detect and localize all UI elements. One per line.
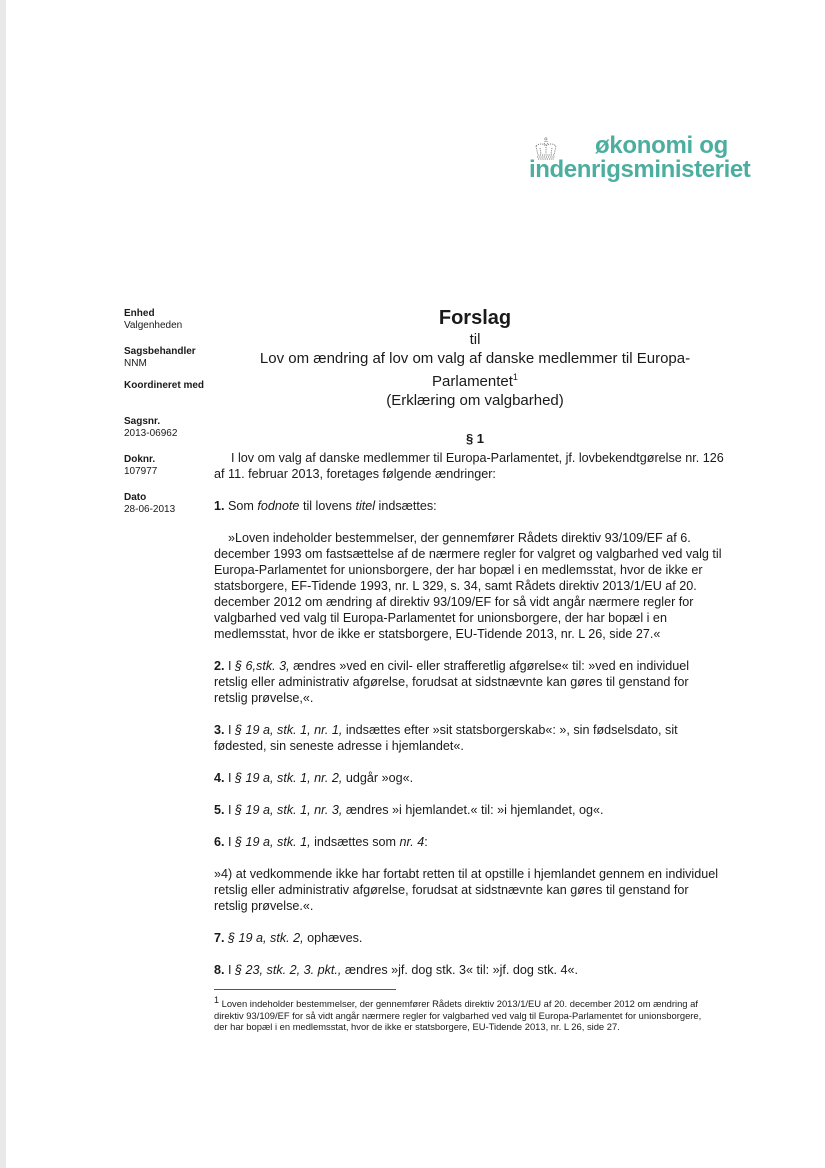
dato-label: Dato xyxy=(124,492,147,503)
amendment-ref: § 19 a, stk. 1, xyxy=(235,835,311,849)
logo-text-line1: økonomi og xyxy=(595,132,728,159)
sagsnr-label: Sagsnr. xyxy=(124,416,161,427)
amendment-text: Som xyxy=(224,499,258,513)
amendment-text: I xyxy=(224,835,236,849)
footnote-text: Loven indeholder bestemmelser, der gennemfører Rådets direktiv 2013/1/EU af 20. december 2012 om ændring af direktiv 93/109/EF for så vidt angår nærmere regler for valgbarhed ved valg til Europa-Parlamentet for unionsborgere, der har bopæl i en medlemsstat, hvor de ikke er statsborgere, EU-Tidende 2013, nr. L 26, side 27. xyxy=(214,998,702,1033)
amendment-8 xyxy=(214,962,724,978)
amendment-number: 8. xyxy=(214,963,225,977)
amendment-number: 6. xyxy=(214,835,225,849)
amendment-text: udgår »og«. xyxy=(342,771,414,785)
amendment-text: ændres »jf. dog stk. 3« til: »jf. dog stk. 4«. xyxy=(341,963,579,977)
amendment-text: I xyxy=(224,771,236,785)
doknr-value: 107977 xyxy=(124,466,158,477)
footnote-divider xyxy=(214,989,396,990)
enhed-value: Valgenheden xyxy=(124,320,183,331)
sagsbehandler-label: Sagsbehandler xyxy=(124,346,196,357)
amendment-3 xyxy=(214,722,724,754)
document-heading xyxy=(230,305,720,446)
paragraph-heading: § 1 xyxy=(465,431,485,446)
amendment-2 xyxy=(214,658,724,706)
amendment-ref: fodnote xyxy=(257,499,300,513)
amendment-7 xyxy=(214,930,724,946)
quote-nr-4: »4) at vedkommende ikke har fortabt retten til at opstille i hjemlandet gennem en individuel retslig eller administrativ afgørelse, forudsat at sidstnævnte kan gøres til genstand for retslig prøvelse.«. xyxy=(214,867,719,913)
footnote xyxy=(214,995,714,1033)
amendment-ref: § 19 a, stk. 1, nr. 1, xyxy=(235,723,343,737)
amendment-ref: titel xyxy=(355,499,376,513)
amendment-ref: § 6,stk. 3, xyxy=(235,659,290,673)
amendment-number: 5. xyxy=(214,803,225,817)
amendment-text: I xyxy=(224,963,236,977)
law-subtitle: (Erklæring om valgbarhed) xyxy=(386,392,564,409)
amendment-ref: § 19 a, stk. 1, nr. 2, xyxy=(235,771,343,785)
amendment-ref: § 19 a, stk. 1, nr. 3, xyxy=(235,803,343,817)
sagsnr-value: 2013-06962 xyxy=(124,428,178,439)
sagsbehandler-value: NNM xyxy=(124,358,147,369)
amendment-text: indsættes: xyxy=(375,499,437,513)
document-title: Forslag xyxy=(438,307,512,329)
amendment-text: : xyxy=(424,835,428,849)
amendment-text: I xyxy=(224,659,236,673)
amendment-number: 4. xyxy=(214,771,225,785)
law-title-line2 xyxy=(230,368,720,391)
amendment-number: 3. xyxy=(214,723,225,737)
footnote-mark: 1 xyxy=(214,995,220,1005)
koordineret-label: Koordineret med xyxy=(124,380,205,391)
title-til: til xyxy=(469,331,481,348)
law-title-line1: Lov om ændring af lov om valg af danske medlemmer til Europa- xyxy=(259,350,691,367)
law-title-line2-text: Parlamentet xyxy=(432,373,513,390)
enhed-label: Enhed xyxy=(124,308,155,319)
amendment-ref: § 23, stk. 2, 3. pkt., xyxy=(235,963,342,977)
logo-text-line2: indenrigsministeriet xyxy=(529,156,751,183)
intro-paragraph: I lov om valg af danske medlemmer til Europa-Parlamentet, jf. lovbekendtgørelse nr. 126 af 11. februar 2013, foretages følgende ændringer: xyxy=(214,451,724,481)
amendment-number: 7. xyxy=(214,931,225,945)
quote-footnote-text: »Loven indeholder bestemmelser, der gennemfører Rådets direktiv 93/109/EF af 6. december 1993 om fastsættelse af de nærmere regler for valgret og valgbarhed ved valg til Europa-Parlamentet for unionsborgere, der har bopæl i en medlemsstat, hvor de ikke er statsborgere, EF-Tidende 1993, nr. L 329, s. 34, samt Rådets direktiv 2013/1/EU af 20. december 2012 om ændring af direktiv 93/109/EF for så vidt angår nærmere regler for valgbarhed ved valg til Europa-Parlamentet for unionsborgere, der har bopæl i en medlemsstat, hvor de ikke er statsborgere, EU-Tidende 2013, nr. L 26, side 27.« xyxy=(214,531,722,641)
doknr-label: Doknr. xyxy=(124,454,156,465)
amendment-ref: nr. 4 xyxy=(399,835,425,849)
amendment-4 xyxy=(214,770,724,786)
document-body xyxy=(214,450,724,994)
amendment-1 xyxy=(214,498,724,514)
amendment-text: ændres »i hjemlandet.« til: »i hjemlandet, og«. xyxy=(342,803,604,817)
amendment-text: indsættes som xyxy=(310,835,400,849)
amendment-text: ophæves. xyxy=(303,931,363,945)
amendment-text: I xyxy=(224,803,236,817)
amendment-number: 2. xyxy=(214,659,225,673)
amendment-6 xyxy=(214,834,724,850)
amendment-text: ændres »ved en civil- eller strafferetlig afgørelse« til: »ved en individuel retslig eller administrativ afgørelse, forudsat at sidstnævnte kan gøres til genstand for retslig prøvelse,«. xyxy=(214,659,690,705)
amendment-number: 1. xyxy=(214,499,225,513)
amendment-text: til lovens xyxy=(299,499,356,513)
page-edge xyxy=(0,0,6,1168)
amendment-5 xyxy=(214,802,724,818)
footnote-ref: 1 xyxy=(512,372,518,382)
amendment-ref: § 19 a, stk. 2, xyxy=(228,931,304,945)
amendment-text: indsættes efter »sit statsborgerskab«: », sin fødselsdato, sit fødested, sin seneste adresse i hjemlandet«. xyxy=(214,723,678,753)
amendment-text: I xyxy=(224,723,236,737)
dato-value: 28-06-2013 xyxy=(124,504,176,515)
